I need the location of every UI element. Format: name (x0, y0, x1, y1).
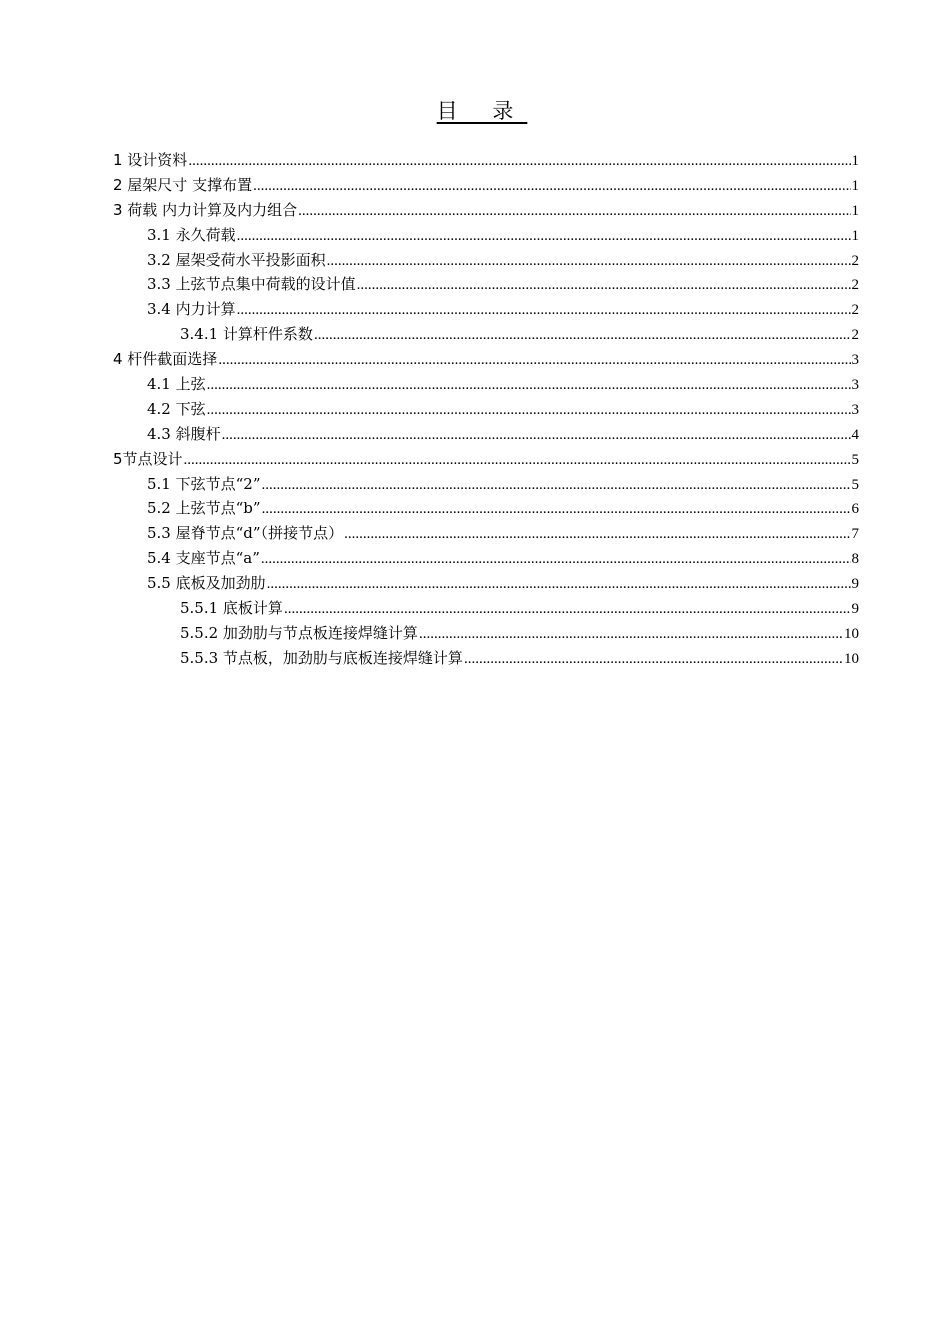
toc-entry-label: 3.2 屋架受荷水平投影面积 (147, 250, 326, 269)
toc-entry-page: 7 (851, 526, 859, 543)
toc-leader-dots (207, 398, 851, 423)
toc-entry-label: 3.4 内力计算 (147, 300, 236, 319)
toc-entry[interactable] (113, 347, 859, 372)
toc-entry-page: 2 (851, 277, 859, 294)
toc-entry-page: 1 (851, 153, 859, 169)
toc-entry-label: 3 荷载 内力计算及内力组合 (113, 200, 298, 219)
toc-entry-page: 1 (851, 202, 859, 219)
toc-entry-label: 4 杆件截面选择 (113, 350, 218, 369)
toc-entry-page: 5 (851, 476, 859, 493)
toc-entry-page: 5 (851, 451, 859, 468)
toc-entry[interactable] (113, 646, 859, 671)
toc-entry-page: 10 (844, 625, 859, 642)
toc-entry[interactable] (113, 223, 859, 248)
toc-entry[interactable] (113, 272, 859, 297)
toc-leader-dots (184, 448, 851, 473)
toc-entry[interactable] (113, 322, 859, 347)
toc-entry[interactable] (113, 496, 859, 521)
toc-entry[interactable] (113, 596, 859, 621)
toc-entry-label: 5.1 下弦节点“2” (147, 474, 261, 493)
toc-leader-dots (253, 174, 850, 199)
toc-entry-label: 5节点设计 (113, 449, 183, 468)
toc-leader-dots (327, 249, 851, 274)
toc-entry[interactable] (113, 297, 859, 322)
toc-entry-page: 10 (844, 650, 859, 667)
toc-entry[interactable] (113, 546, 859, 571)
toc-leader-dots (237, 224, 851, 249)
toc-leader-dots (218, 348, 850, 373)
toc-entry[interactable] (113, 472, 859, 497)
toc-entry-label: 5.5 底板及加劲肋 (147, 574, 266, 593)
toc-leader-dots (298, 199, 850, 224)
toc-entry-label: 3.3 上弦节点集中荷载的设计值 (147, 275, 356, 294)
toc-entry[interactable] (113, 521, 859, 546)
toc-entry-label: 5.3 屋脊节点“d”（拼接节点） (147, 524, 344, 543)
toc-entry-label: 3.1 永久荷载 (147, 225, 236, 244)
toc-entry-label: 5.5.1 底板计算 (180, 599, 283, 618)
toc-entry[interactable] (113, 447, 859, 472)
toc-entry-page: 2 (851, 302, 859, 319)
toc-leader-dots (284, 597, 851, 622)
toc-leader-dots (207, 373, 851, 398)
toc-leader-dots (261, 547, 851, 572)
toc-leader-dots (314, 323, 851, 348)
toc-entry-label: 5.5.2 加劲肋与节点板连接焊缝计算 (180, 623, 418, 642)
toc-entry-page: 9 (851, 576, 859, 593)
toc-leader-dots (237, 298, 851, 323)
toc-entry-label: 5.4 支座节点“a” (147, 549, 260, 568)
toc-entry-label: 4.2 下弦 (147, 399, 206, 418)
toc-entry-page: 4 (851, 426, 859, 443)
toc-entry[interactable] (113, 148, 859, 173)
toc-entry[interactable] (113, 248, 859, 273)
toc-entry-page: 2 (851, 327, 859, 344)
toc-leader-dots (262, 497, 851, 522)
toc-entry-label: 2 屋架尺寸 支撑布置 (113, 175, 253, 194)
toc-entry-label: 3.4.1 计算杆件系数 (180, 325, 313, 344)
toc-entry[interactable] (113, 198, 859, 223)
toc-entry-page: 3 (851, 377, 859, 394)
toc-entry[interactable] (113, 571, 859, 596)
toc-title (0, 96, 950, 126)
toc-list (113, 148, 859, 671)
toc-entry-page: 6 (851, 501, 859, 518)
toc-entry-page: 2 (851, 252, 859, 269)
toc-leader-dots (357, 273, 851, 298)
toc-leader-dots (222, 423, 851, 448)
toc-entry-page: 9 (851, 601, 859, 618)
toc-leader-dots (262, 473, 851, 498)
toc-entry-label: 4.1 上弦 (147, 375, 206, 394)
toc-entry-label: 5.5.3 节点板，加劲肋与底板连接焊缝计算 (180, 648, 463, 667)
toc-entry-page: 1 (851, 227, 859, 244)
toc-entry-page: 3 (851, 352, 859, 369)
toc-leader-dots (419, 622, 843, 647)
toc-leader-dots (188, 149, 850, 174)
toc-entry-page: 3 (851, 401, 859, 418)
toc-entry[interactable] (113, 173, 859, 198)
toc-entry-label: 5.2 上弦节点“b” (147, 499, 261, 518)
toc-entry-page: 1 (851, 177, 859, 194)
toc-entry-label: 1 设计资料 (113, 151, 188, 169)
toc-entry[interactable] (113, 372, 859, 397)
toc-title-text: 目 录 (436, 99, 528, 123)
toc-leader-dots (344, 522, 850, 547)
toc-leader-dots (267, 572, 851, 597)
toc-entry-label: 4.3 斜腹杆 (147, 424, 221, 443)
toc-entry[interactable] (113, 422, 859, 447)
toc-entry[interactable] (113, 621, 859, 646)
toc-entry-page: 8 (851, 551, 859, 568)
toc-leader-dots (464, 647, 843, 672)
toc-entry[interactable] (113, 397, 859, 422)
